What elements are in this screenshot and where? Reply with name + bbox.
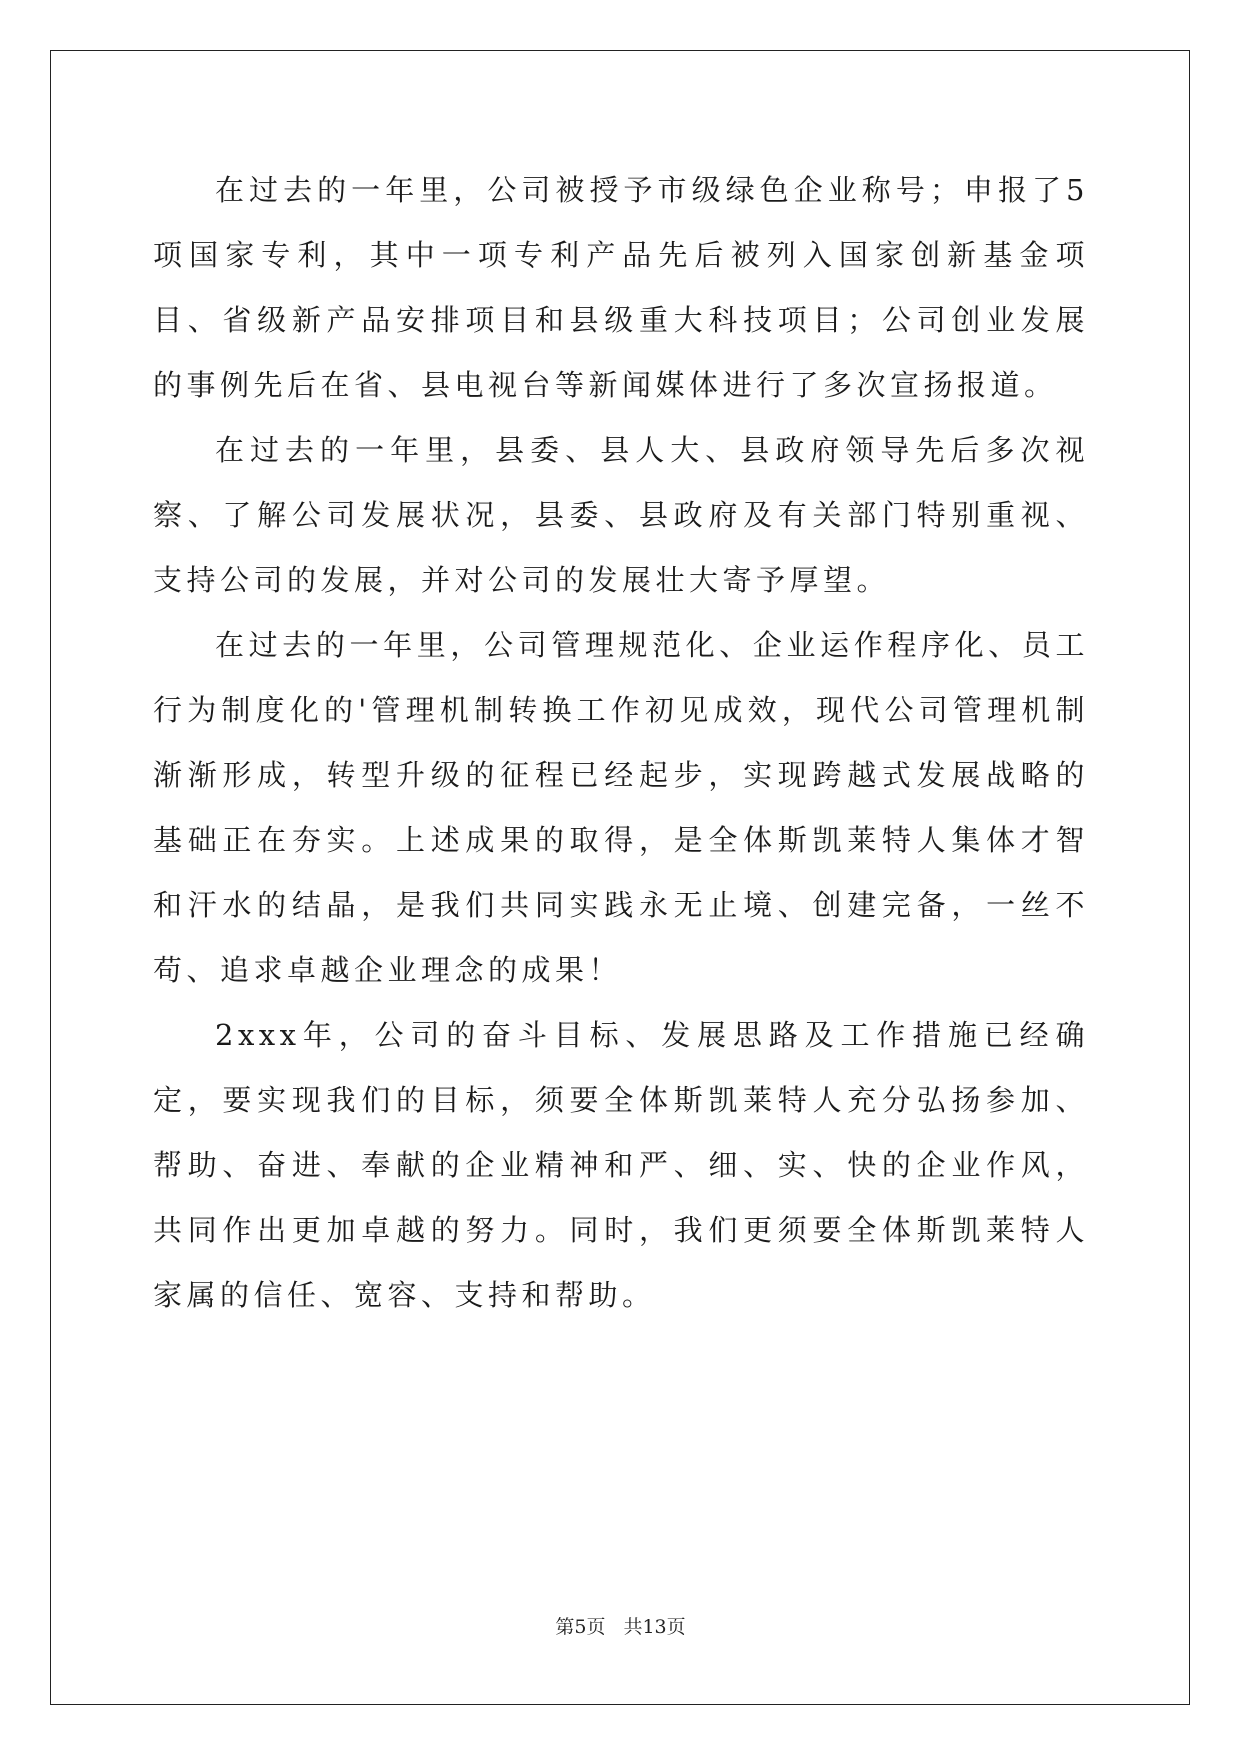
paragraph-4: 2xxx年，公司的奋斗目标、发展思路及工作措施已经确定，要实现我们的目标，须要全体斯凯莱特人充分弘扬参加、帮助、奋进、奉献的企业精神和严、细、实、快的企业作风，共同作出更加卓越的努力。同时，我们更须要全体斯凯莱特人家属的信任、宽容、支持和帮助。 xyxy=(153,1018,1089,1312)
page-total: 共13页 xyxy=(623,1616,686,1638)
page-footer xyxy=(0,1612,1241,1639)
paragraph-3: 在过去的一年里，公司管理规范化、企业运作程序化、员工行为制度化的'管理机制转换工作初见成效，现代公司管理机制渐渐形成，转型升级的征程已经起步，实现跨越式发展战略的基础正在夯实。上述成果的取得，是全体斯凯莱特人集体才智和汗水的结晶，是我们共同实践永无止境、创建完备，一丝不苟、追求卓越企业理念的成果！ xyxy=(153,628,1089,987)
paragraph-2: 在过去的一年里，县委、县人大、县政府领导先后多次视察、了解公司发展状况，县委、县政府及有关部门特别重视、支持公司的发展，并对公司的发展壮大寄予厚望。 xyxy=(153,433,1089,597)
page-number: 第5页 xyxy=(555,1616,606,1638)
document-body xyxy=(153,158,1089,1328)
paragraph-1: 在过去的一年里，公司被授予市级绿色企业称号；申报了5项国家专利，其中一项专利产品先后被列入国家创新基金项目、省级新产品安排项目和县级重大科技项目；公司创业发展的事例先后在省、县电视台等新闻媒体进行了多次宣扬报道。 xyxy=(153,173,1089,402)
